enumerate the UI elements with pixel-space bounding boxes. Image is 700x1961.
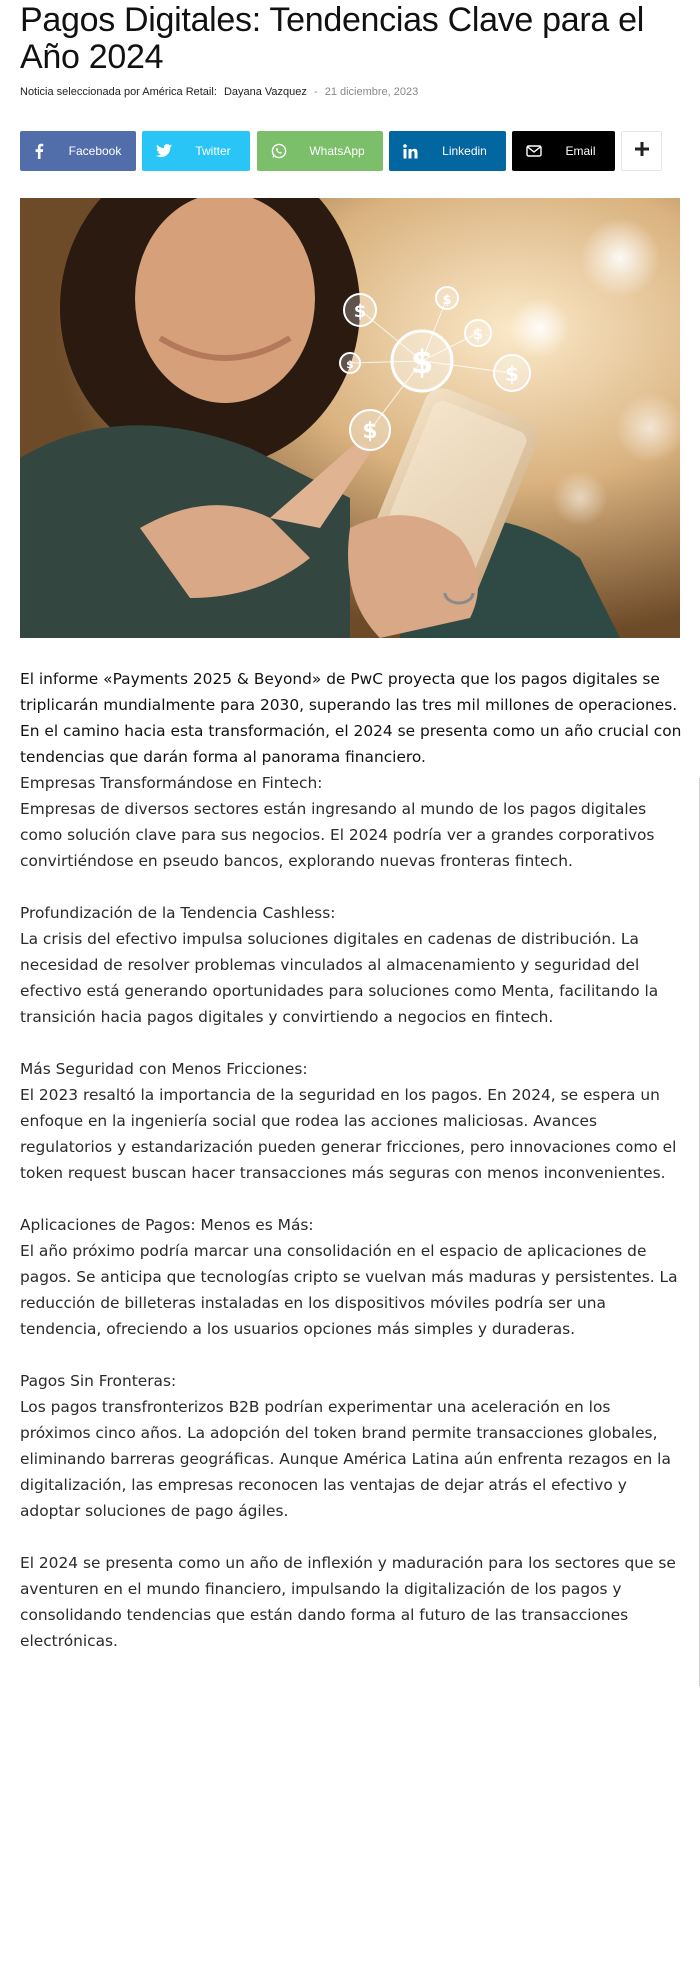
- share-more-button[interactable]: [621, 131, 662, 171]
- share-email-button[interactable]: [512, 131, 615, 171]
- share-facebook-button[interactable]: [20, 131, 136, 171]
- dollar-symbol: $: [346, 358, 354, 371]
- section-text: Empresas de diversos sectores están ingresando al mundo de los pagos digitales como solución clave para sus negocios. El 2024 podría ver a grandes corporativos convirtiéndose en pseudo bancos, explorando nuevas fronteras fintech.: [20, 800, 655, 870]
- author-link[interactable]: Dayana Vazquez: [223, 86, 307, 98]
- article-body: [20, 666, 682, 1680]
- section-4: [20, 1212, 682, 1342]
- linkedin-icon: [403, 131, 418, 171]
- section-heading: Aplicaciones de Pagos: Menos es Más:: [20, 1216, 314, 1234]
- hero-illustration: [20, 198, 680, 638]
- dollar-symbol: $: [353, 301, 367, 322]
- section-heading: Empresas Transformándose en Fintech:: [20, 774, 323, 792]
- dollar-symbol: $: [410, 343, 434, 381]
- twitter-icon: [156, 131, 172, 171]
- section-heading: Más Seguridad con Menos Fricciones:: [20, 1060, 308, 1078]
- dollar-symbol: $: [472, 325, 484, 343]
- section-heading: Pagos Sin Fronteras:: [20, 1372, 177, 1390]
- article-lead: El informe «Payments 2025 & Beyond» de PwC proyecta que los pagos digitales se triplicarán mundialmente para 2030, superando las tres mil millones de operaciones. En el camino hacia esta transformación, el 2024 se presenta como un año crucial con tendencias que darán forma al panorama financiero.: [20, 670, 682, 766]
- share-linkedin-button[interactable]: [389, 131, 506, 171]
- share-whatsapp-label: WhatsApp: [309, 144, 365, 158]
- article-conclusion: El 2024 se presenta como un año de inflexión y maduración para los sectores que se aventuren en el mundo financiero, impulsando la digitalización de los pagos y consolidando tendencias que están dando forma al futuro de las transacciones electrónicas.: [20, 1554, 676, 1650]
- plus-icon: [634, 141, 650, 162]
- share-whatsapp-button[interactable]: [257, 131, 383, 171]
- email-icon: [526, 131, 542, 171]
- publish-date: 21 diciembre, 2023: [324, 86, 419, 98]
- section-text: La crisis del efectivo impulsa soluciones digitales en cadenas de distribución. La necesidad de resolver problemas vinculados al almacenamiento y seguridad del efectivo está generando oportunidades para soluciones como Menta, facilitando la transición hacia pagos digitales y convirtiendo a negocios en fintech.: [20, 930, 659, 1026]
- section-text: Los pagos transfronterizos B2B podrían experimentar una aceleración en los próximos cinco años. La adopción del token brand permite transacciones globales, eliminando barreras geográficas. Aunque América Latina aún enfrenta rezagos en la digitalización, las empresas reconocen las ventajas de dejar atrás el efectivo y adoptar soluciones de pago ágiles.: [20, 1398, 671, 1520]
- section-heading: Profundización de la Tendencia Cashless:: [20, 904, 336, 922]
- article-sections: [20, 770, 682, 1654]
- share-twitter-label: Twitter: [195, 144, 231, 158]
- section-5: [20, 1368, 682, 1524]
- section-2: [20, 900, 682, 1030]
- share-linkedin-label: Linkedin: [442, 144, 487, 158]
- share-facebook-label: Facebook: [68, 144, 122, 158]
- hero-image: [20, 198, 680, 638]
- section-text: El 2023 resaltó la importancia de la seguridad en los pagos. En 2024, se espera un enfoque en la ingeniería social que rodea las acciones maliciosas. Avances regulatorios y estandarización pueden generar fricciones, pero innovaciones como el token request buscan hacer transacciones más seguras con menos inconvenientes.: [20, 1086, 677, 1182]
- section-text: El año próximo podría marcar una consolidación en el espacio de aplicaciones de pagos. Se anticipa que tecnologías cripto se vuelvan más maduras y persistentes. La reducción de billeteras instaladas en los dispositivos móviles podría ser una tendencia, ofreciendo a los usuarios opciones más simples y duraderas.: [20, 1242, 678, 1338]
- meta-separator: -: [313, 86, 318, 98]
- dollar-symbol: $: [505, 362, 519, 386]
- section-3: [20, 1056, 682, 1186]
- article-title: Pagos Digitales: Tendencias Clave para el Año 2024: [20, 1, 645, 76]
- dollar-symbol: $: [362, 419, 378, 444]
- selected-by-label: Noticia seleccionada por América Retail:: [20, 86, 217, 98]
- dollar-symbol: $: [442, 293, 452, 308]
- facebook-icon: [34, 131, 44, 171]
- section-1: [20, 770, 682, 874]
- share-twitter-button[interactable]: [142, 131, 250, 171]
- article-meta: [20, 86, 660, 98]
- share-bar: [20, 131, 680, 171]
- whatsapp-icon: [271, 131, 287, 171]
- share-email-label: Email: [565, 144, 596, 158]
